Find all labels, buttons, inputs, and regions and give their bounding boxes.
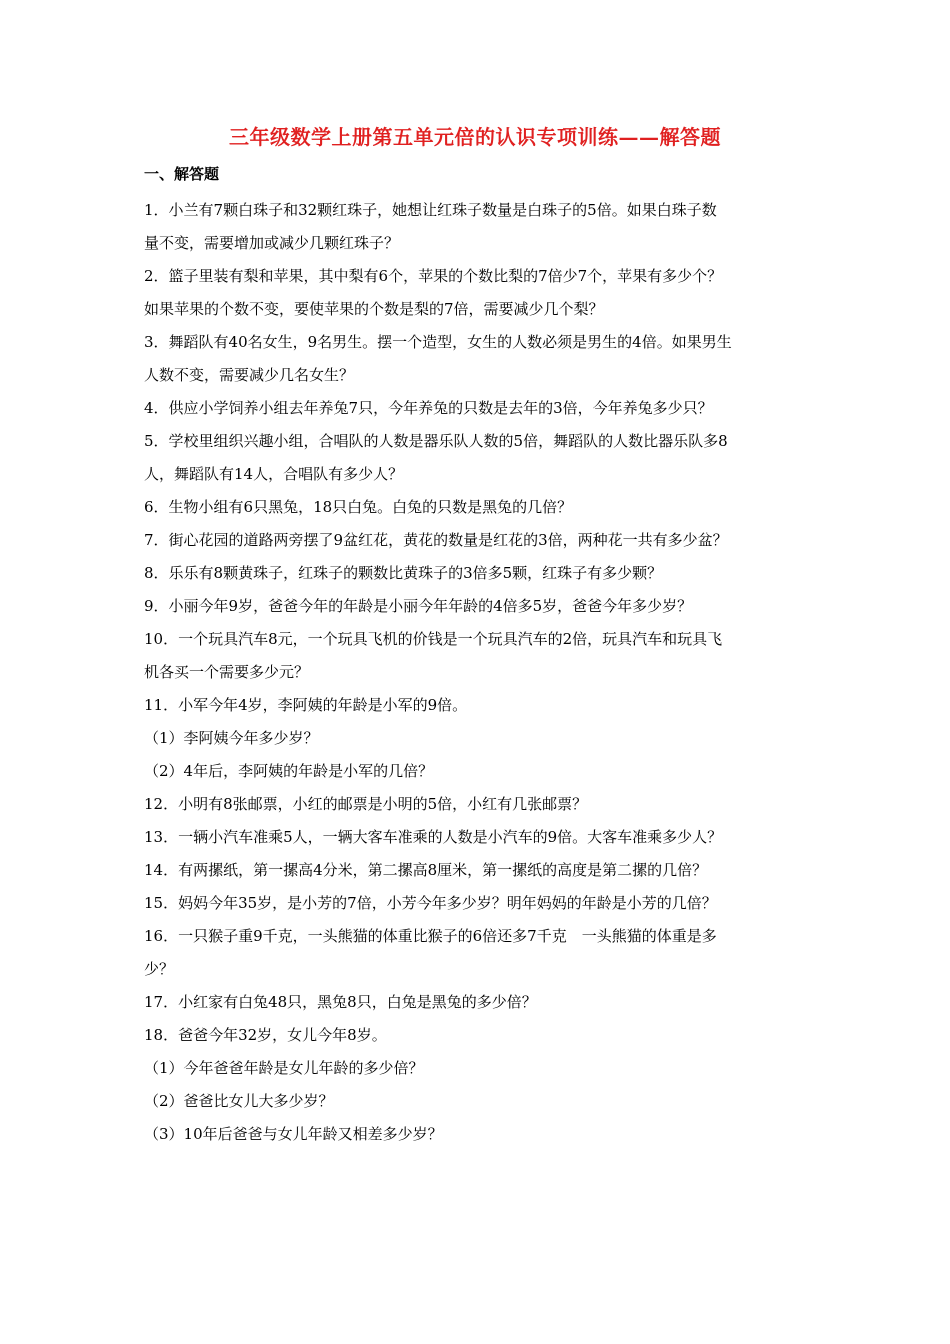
question-line: 2．篮子里装有梨和苹果，其中梨有6个，苹果的个数比梨的7倍少7个，苹果有多少个？ — [144, 267, 723, 285]
question-line: 人数不变，需要减少几名女生？ — [144, 366, 355, 384]
question-list — [144, 194, 812, 1151]
question-line: 9．小丽今年9岁，爸爸今年的年龄是小丽今年年龄的4倍多5岁，爸爸今年多少岁？ — [144, 597, 693, 615]
question-line: 4．供应小学饲养小组去年养兔7只，今年养兔的只数是去年的3倍，今年养兔多少只？ — [144, 399, 713, 417]
question-line: 如果苹果的个数不变，要使苹果的个数是梨的7倍，需要减少几个梨？ — [144, 300, 604, 318]
question-line: 13．一辆小汽车准乘5人，一辆大客车准乘的人数是小汽车的9倍。大客车准乘多少人？ — [144, 828, 723, 846]
question-line: 11．小军今年4岁，李阿姨的年龄是小军的9倍。 — [144, 696, 468, 714]
sub-question-line: （1）李阿姨今年多少岁？ — [144, 729, 319, 747]
question-line: 少？ — [144, 960, 175, 978]
question-line: 18．爸爸今年32岁，女儿今年8岁。 — [144, 1026, 387, 1044]
question-line: 16．一只猴子重9千克，一头熊猫的体重比猴子的6倍还多7千克 一头熊猫的体重是多 — [144, 927, 717, 945]
sub-question-line: （2）4年后，李阿姨的年龄是小军的几倍？ — [144, 762, 434, 780]
question-line: 8．乐乐有8颗黄珠子，红珠子的颗数比黄珠子的3倍多5颗，红珠子有多少颗？ — [144, 564, 663, 582]
section-heading: 一、解答题 — [144, 165, 220, 183]
question-line: 7．街心花园的道路两旁摆了9盆红花，黄花的数量是红花的3倍，两种花一共有多少盆？ — [144, 531, 728, 549]
question-line: 3．舞蹈队有40名女生，9名男生。摆一个造型，女生的人数必须是男生的4倍。如果男生 — [144, 333, 732, 351]
question-line: 17．小红家有白兔48只，黑兔8只，白兔是黑兔的多少倍？ — [144, 993, 537, 1011]
question-line: 1．小兰有7颗白珠子和32颗红珠子，她想让红珠子数量是白珠子的5倍。如果白珠子数 — [144, 201, 717, 219]
question-line: 5．学校里组织兴趣小组，合唱队的人数是器乐队人数的5倍，舞蹈队的人数比器乐队多8 — [144, 432, 728, 450]
sub-question-line: （1）今年爸爸年龄是女儿年龄的多少倍？ — [144, 1059, 424, 1077]
question-line: 12．小明有8张邮票，小红的邮票是小明的5倍，小红有几张邮票？ — [144, 795, 588, 813]
question-line: 14．有两摞纸，第一摞高4分米，第二摞高8厘米，第一摞纸的高度是第二摞的几倍？ — [144, 861, 708, 879]
question-line: 6．生物小组有6只黑兔，18只白兔。白兔的只数是黑兔的几倍？ — [144, 498, 573, 516]
question-line: 人，舞蹈队有14人，合唱队有多少人？ — [144, 465, 404, 483]
document-title: 三年级数学上册第五单元倍的认识专项训练——解答题 — [229, 125, 721, 149]
sub-question-line: （3）10年后爸爸与女儿年龄又相差多少岁？ — [144, 1125, 443, 1143]
sub-question-line: （2）爸爸比女儿大多少岁？ — [144, 1092, 334, 1110]
question-line: 量不变，需要增加或减少几颗红珠子？ — [144, 234, 400, 252]
question-line: 10．一个玩具汽车8元，一个玩具飞机的价钱是一个玩具汽车的2倍，玩具汽车和玩具飞 — [144, 630, 723, 648]
question-line: 15．妈妈今年35岁，是小芳的7倍，小芳今年多少岁？明年妈妈的年龄是小芳的几倍？ — [144, 894, 717, 912]
question-line: 机各买一个需要多少元？ — [144, 663, 310, 681]
